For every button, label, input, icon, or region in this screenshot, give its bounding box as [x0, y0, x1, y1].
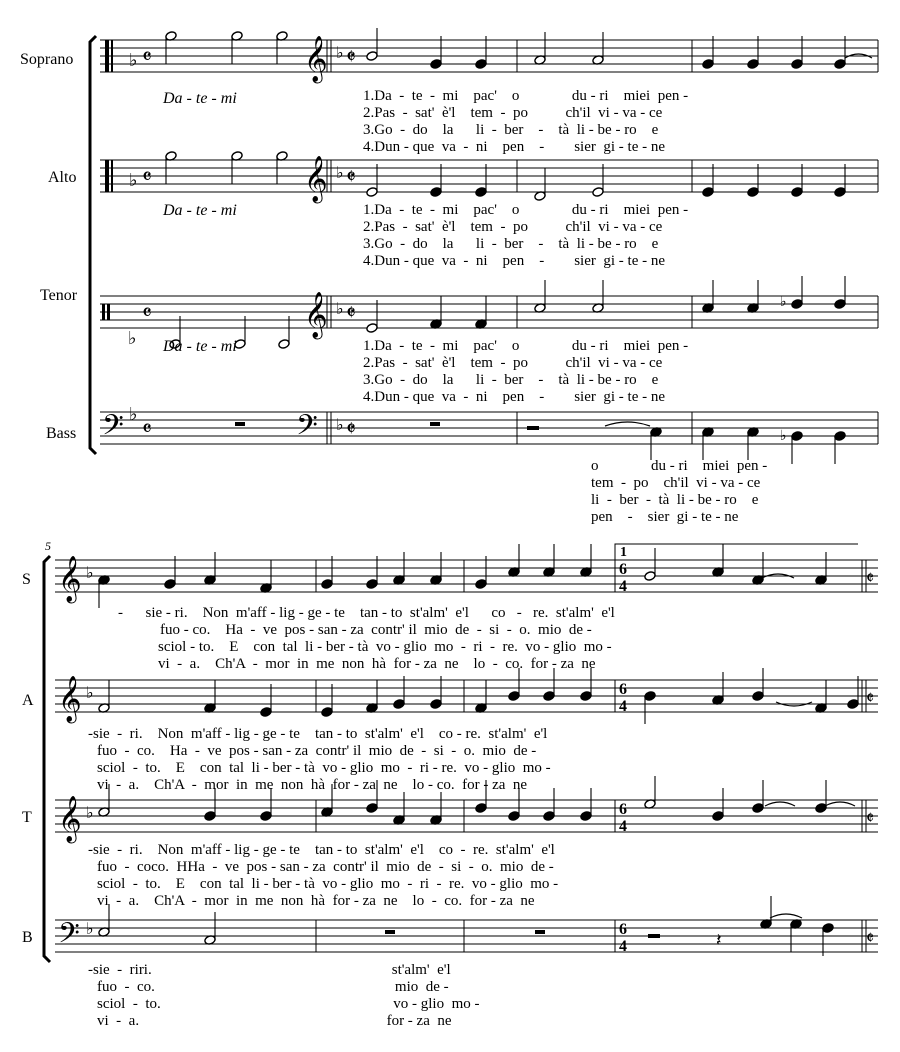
note — [580, 691, 592, 702]
flat-icon: ♭ — [129, 404, 138, 424]
flat-icon: ♭ — [129, 50, 138, 70]
flat-icon: ♭ — [129, 170, 138, 190]
lyrics-bass-sys1 — [591, 458, 767, 525]
note — [475, 579, 487, 590]
note — [834, 59, 846, 70]
lyric-line: vi - a. Ch'A - mor in me non hà for - za ne lo - co. for - za ne — [97, 777, 528, 793]
lyric-line: 4.Dun - que va - ni pen - sier gi - te - ne — [363, 389, 666, 405]
cut-time-icon: 𝄵 — [346, 300, 356, 325]
whole-rest — [235, 422, 245, 426]
note — [260, 811, 272, 822]
note — [791, 299, 803, 310]
lyric-line: vi - a. for - za ne — [97, 1013, 452, 1029]
incipit-tenor: Da - te - mi — [163, 338, 237, 355]
lyric-line: - sie - ri. Non m'aff - lig - ge - te tan - to st'alm' e'l co - re. st'alm' e'l — [118, 605, 615, 621]
lyric-line: sciol - to. E con tal li - ber - tà vo - glio mo - ri - re. vo - glio mo - — [97, 876, 559, 892]
cut-time-icon: 𝄵 — [866, 808, 875, 828]
half-rest — [527, 426, 539, 430]
note — [592, 187, 604, 198]
treble-clef-icon: 𝄞 — [58, 676, 82, 721]
lyrics-tenor-sys1 — [363, 338, 688, 405]
lyric-line: li - ber - tà li - be - ro e — [591, 492, 759, 508]
bass-clef-icon: 𝄢 — [296, 411, 318, 448]
lyric-line: o du - ri miei pen - — [591, 458, 768, 474]
cut-time-icon: 𝄵 — [346, 44, 356, 69]
lyrics-b-sys2 — [88, 962, 480, 1029]
c-clef-icon — [111, 40, 113, 72]
note — [822, 923, 834, 934]
staff-sys1-3 — [100, 412, 878, 444]
note — [366, 51, 378, 62]
note — [791, 187, 803, 198]
note — [834, 299, 846, 310]
incipit-alto: Da - te - mi — [163, 202, 237, 219]
note — [430, 59, 442, 70]
note — [508, 691, 520, 702]
lyrics-soprano-sys1 — [363, 88, 688, 155]
staff-sys2-3 — [55, 920, 878, 952]
cut-time-icon: 𝄵 — [346, 416, 356, 441]
volta-number: 1 — [620, 545, 627, 560]
c-clef-icon — [111, 160, 113, 192]
flat-icon: ♭ — [780, 295, 787, 310]
whole-rest — [430, 422, 440, 426]
treble-clef-icon: 𝄞 — [304, 156, 328, 201]
part-label-t: T — [22, 809, 32, 826]
part-label-b: B — [22, 929, 33, 946]
lyric-line: 3.Go - do la li - ber - tà li - be - ro e — [363, 372, 659, 388]
note — [702, 187, 714, 198]
lyric-line: 1.Da - te - mi pac' o du - ri miei pen - — [363, 88, 689, 104]
flat-icon: ♭ — [86, 805, 94, 822]
note — [747, 187, 759, 198]
lyric-line: 2.Pas - sat' è'l tem - po ch'il vi - va - ce — [363, 219, 663, 235]
staff-sys1-1 — [100, 160, 878, 192]
note — [321, 707, 333, 718]
part-label-alto: Alto — [48, 169, 77, 186]
note — [847, 699, 859, 710]
time-sig-den: 4 — [619, 698, 627, 715]
neutral-clef-icon — [107, 304, 110, 320]
cut-time-icon: 𝄵 — [346, 164, 356, 189]
whole-rest — [535, 930, 545, 934]
c-clef-icon — [105, 160, 109, 192]
note — [543, 811, 555, 822]
note — [366, 187, 378, 198]
note — [747, 59, 759, 70]
flat-icon: ♭ — [336, 301, 344, 318]
lyrics-a-sys2 — [88, 726, 551, 793]
whole-rest — [385, 930, 395, 934]
lyric-line: fuo - co. Ha - ve pos - san - za contr' il mio de - si - o. mio de - — [97, 743, 537, 759]
lyric-line: pen - sier gi - te - ne — [591, 509, 739, 525]
lyric-line: 1.Da - te - mi pac' o du - ri miei pen - — [363, 338, 689, 354]
time-sig-den: 4 — [619, 578, 627, 595]
cut-time-icon: 𝄵 — [866, 928, 875, 948]
staff-sys1-0 — [100, 40, 878, 72]
lyric-line: fuo - coco. HHa - ve pos - san - za contr' il mio de - si - o. mio de - — [97, 859, 554, 875]
flat-icon: ♭ — [336, 45, 344, 62]
tie — [605, 422, 650, 426]
flat-icon: ♭ — [336, 417, 344, 434]
flat-icon: ♭ — [128, 328, 137, 348]
flat-icon: ♭ — [86, 921, 94, 938]
note — [543, 691, 555, 702]
lyrics-alto-sys1 — [363, 202, 688, 269]
note — [164, 579, 176, 590]
note — [702, 59, 714, 70]
common-time-icon: 𝄴 — [142, 416, 152, 441]
c-clef-icon — [105, 40, 109, 72]
bass-clef-icon: 𝄢 — [102, 411, 124, 448]
staff-sys2-0 — [55, 560, 878, 592]
note — [834, 431, 846, 442]
note — [752, 691, 764, 702]
volta-bracket — [615, 544, 858, 560]
treble-clef-icon: 𝄞 — [304, 292, 328, 337]
lyric-line: 4.Dun - que va - ni pen - sier gi - te - ne — [363, 139, 666, 155]
lyric-line: -sie - riri. st'alm' e'l — [88, 962, 451, 978]
lyric-line: tem - po ch'il vi - va - ce — [591, 475, 761, 491]
note — [430, 699, 442, 710]
flat-icon: ♭ — [780, 429, 787, 444]
treble-clef-icon: 𝄞 — [304, 36, 328, 81]
measure-number: 5 — [45, 539, 51, 553]
cut-time-icon: 𝄵 — [866, 688, 875, 708]
time-sig-den: 4 — [619, 938, 627, 955]
part-label-soprano: Soprano — [20, 51, 74, 68]
treble-clef-icon: 𝄞 — [58, 556, 82, 601]
note — [260, 707, 272, 718]
lyric-line: 3.Go - do la li - ber - tà li - be - ro e — [363, 122, 659, 138]
note — [791, 431, 803, 442]
lyric-line: sciol - to. vo - glio mo - — [97, 996, 480, 1012]
time-sig-den: 4 — [619, 818, 627, 835]
lyric-line: 1.Da - te - mi pac' o du - ri miei pen - — [363, 202, 689, 218]
time-sig-num: 6 — [619, 561, 627, 578]
note — [752, 803, 764, 814]
part-label-a: A — [22, 692, 34, 709]
note — [815, 803, 827, 814]
note — [366, 579, 378, 590]
lyric-line: 3.Go - do la li - ber - tà li - be - ro e — [363, 236, 659, 252]
lyric-line: 2.Pas - sat' è'l tem - po ch'il vi - va - ce — [363, 105, 663, 121]
lyric-line: -sie - ri. Non m'aff - lig - ge - te tan - to st'alm' e'l co - re. st'alm' e'l — [88, 842, 555, 858]
flat-icon: ♭ — [86, 565, 94, 582]
note — [204, 811, 216, 822]
system-bracket — [44, 556, 50, 962]
lyric-line: fuo - co. mio de - — [97, 979, 449, 995]
note — [580, 811, 592, 822]
time-sig-num: 6 — [619, 921, 627, 938]
tie — [770, 914, 802, 918]
neutral-clef-icon — [102, 304, 105, 320]
incipit-soprano: Da - te - mi — [163, 90, 237, 107]
part-label-tenor: Tenor — [40, 287, 78, 304]
bass-clef-icon: 𝄢 — [58, 919, 80, 956]
lyric-line: vi - a. Ch'A - mor in me non hà for - za ne lo - co. for - za ne — [97, 893, 535, 909]
common-time-icon: 𝄴 — [142, 300, 152, 325]
quarter-rest-icon: 𝄽 — [716, 930, 722, 950]
common-time-icon: 𝄴 — [142, 164, 152, 189]
time-sig-num: 6 — [619, 681, 627, 698]
lyric-line: 4.Dun - que va - ni pen - sier gi - te - ne — [363, 253, 666, 269]
incipit-note — [278, 339, 290, 350]
flat-icon: ♭ — [86, 685, 94, 702]
half-rest — [648, 934, 660, 938]
lyrics-t-sys2 — [88, 842, 558, 909]
note — [834, 187, 846, 198]
lyric-line: sciol - to. E con tal li - ber - tà vo - glio mo - ri - re. vo - glio mo - — [158, 639, 612, 655]
tie — [825, 802, 855, 806]
note — [321, 579, 333, 590]
lyrics-s-sys2 — [118, 605, 615, 672]
time-sig-num: 6 — [619, 801, 627, 818]
lyric-line: sciol - to. E con tal li - ber - tà vo - glio mo - ri - re. vo - glio mo - — [97, 760, 551, 776]
note — [393, 699, 405, 710]
tie — [765, 802, 795, 806]
cut-time-icon: 𝄵 — [866, 568, 875, 588]
note — [366, 803, 378, 814]
note — [475, 803, 487, 814]
note — [644, 571, 656, 582]
lyric-line: fuo - co. Ha - ve pos - san - za contr' il mio de - si - o. mio de - — [160, 622, 592, 638]
note — [430, 187, 442, 198]
common-time-icon: 𝄴 — [142, 44, 152, 69]
lyric-line: -sie - ri. Non m'aff - lig - ge - te tan - to st'alm' e'l co - re. st'alm' e'l — [88, 726, 548, 742]
note — [791, 59, 803, 70]
part-label-s: S — [22, 571, 31, 588]
note — [475, 59, 487, 70]
lyric-line: vi - a. Ch'A - mor in me non hà for - za ne lo - co. for - za ne — [158, 656, 596, 672]
part-label-bass: Bass — [46, 425, 77, 442]
note — [644, 691, 656, 702]
note — [508, 811, 520, 822]
note — [475, 187, 487, 198]
flat-icon: ♭ — [336, 165, 344, 182]
staff-sys1-2 — [100, 296, 878, 328]
note — [712, 811, 724, 822]
system-bracket — [90, 36, 96, 454]
note — [366, 323, 378, 334]
lyric-line: 2.Pas - sat' è'l tem - po ch'il vi - va - ce — [363, 355, 663, 371]
treble-clef-icon: 𝄞 — [58, 796, 82, 841]
